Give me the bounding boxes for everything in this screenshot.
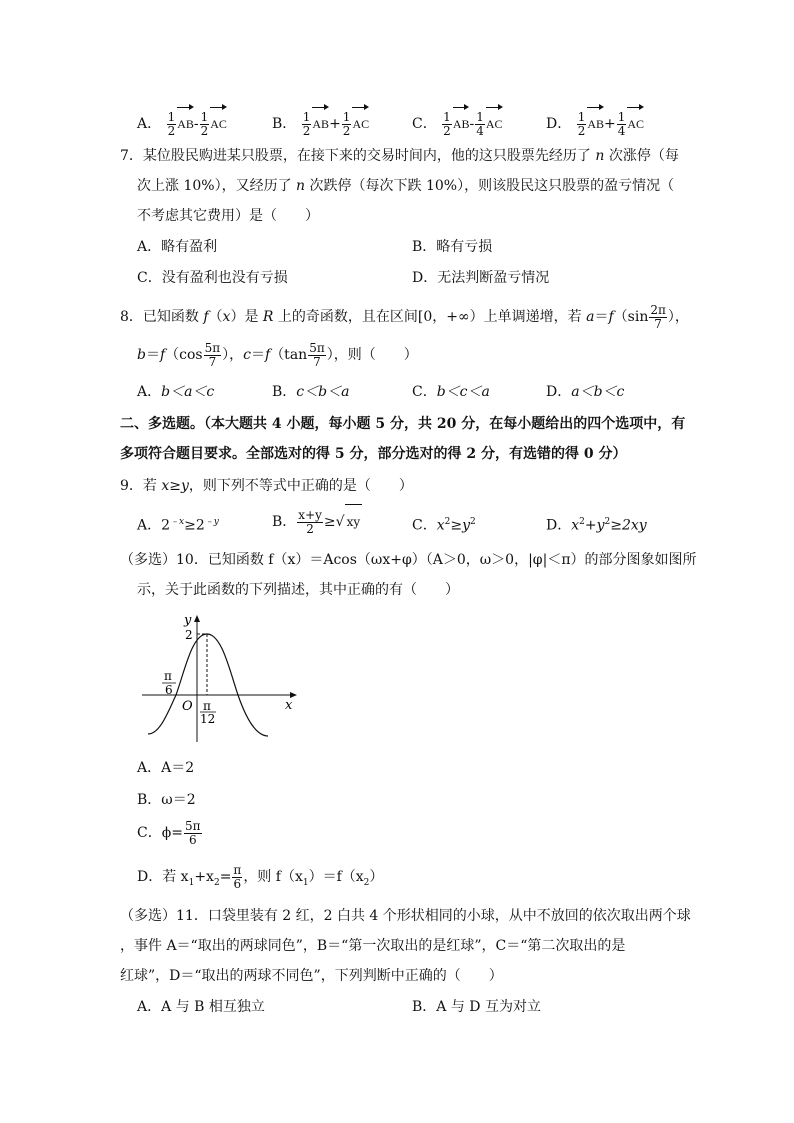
q7-stem-line2: 次上涨 10%），又经历了 n 次跌停（每次下跌 10%），则该股民这只股票的盈亏情况（ <box>137 178 675 194</box>
graph-x-label: x <box>285 698 293 713</box>
graph-y-arrow <box>194 615 200 622</box>
q6-options <box>137 104 227 138</box>
q7-option-b: B．略有亏损 <box>412 239 493 255</box>
graph-left-num: π <box>164 669 172 683</box>
graph-right-den: 12 <box>200 712 216 726</box>
q10-option-b: B．ω＝2 <box>137 792 196 808</box>
graph-left-den: 6 <box>165 683 173 697</box>
q6-option-c: C． $\frac{1}{2}$ AB- $\frac{1}{4}$ AC <box>412 104 503 134</box>
section2-header-line2: 多项符合题目要求。全部选对的得 5 分，部分选对的得 2 分，有选错的得 0 分） <box>120 446 627 462</box>
q7-stem-line1: 7．某位股民购进某只股票，在接下来的交易时间内，他的这只股票先经历了 n 次涨停（每 <box>120 148 679 164</box>
q8-option-d: D．a＜b＜c <box>546 384 625 400</box>
q11-stem-line3: 红球”，D＝“取出的两球不同色”，下列判断中正确的（ ） <box>120 968 503 984</box>
graph-max-label: 2 <box>185 628 193 642</box>
q10-stem-line2: 示，关于此函数的下列描述，其中正确的有（ ） <box>137 582 459 598</box>
q9-option-a: A．$2^{﹣x}\ge 2^{﹣y}$ <box>137 517 219 534</box>
q11-stem-line1: （多选）11．口袋里装有 2 红，2 白共 4 个形状相同的小球，从中不放回的依次取出两个球 <box>120 908 691 924</box>
graph-origin-label: O <box>182 699 193 714</box>
q6-option-a: A． $\frac{1}{2}$ AB- $\frac{1}{2}$ AC <box>137 116 227 132</box>
q9-stem: 9．若 x≥y，则下列不等式中正确的是（ ） <box>120 478 413 494</box>
q7-option-c: C．没有盈利也没有亏损 <box>137 270 288 286</box>
q11-option-b: B．A 与 D 互为对立 <box>412 999 541 1015</box>
q11-option-a: A．A 与 B 相互独立 <box>137 999 265 1015</box>
q7-option-d: D．无法判断盈亏情况 <box>412 270 550 286</box>
q7-stem-line3: 不考虑其它费用）是（ ） <box>137 208 319 224</box>
q8-option-b: B．c＜b＜a <box>272 384 350 400</box>
q10-graph <box>140 612 305 744</box>
q8-stem-line1: 8．已知函数 f（x）是 R 上的奇函数，且在区间[0，+∞）上单调递增，若 a＝f（sin $\frac{2\pi}{7}$ ）， <box>120 302 689 331</box>
section2-header-line1: 二、多选题。（本大题共 4 小题，每小题 5 分，共 20 分，在每小题给出的四个选项中，有 <box>120 416 686 432</box>
q9-option-d: D．$x^2+y^2\ge 2xy$ <box>546 517 647 534</box>
q7-option-a: A．略有盈利 <box>137 239 218 255</box>
q10-option-d: D．若 $x_1+x_2=$ $\frac{\pi}{6}$ ，则 $f(x_1)=f(x_2)$ <box>137 862 384 891</box>
q8-option-c: C．b＜c＜a <box>412 384 490 400</box>
q8-option-a: A．b＜a＜c <box>137 384 215 400</box>
q6-option-d: D． $\frac{1}{2}$ AB+ $\frac{1}{4}$ AC <box>546 104 644 134</box>
q9-option-c: C．$x^2\ge y^2$ <box>412 517 476 534</box>
q11-stem-line2: ，事件 A＝“取出的两球同色”，B＝“第一次取出的是红球”，C＝“第二次取出的是 <box>120 938 626 954</box>
q9-option-b: B． $\frac{x+y}{2}$ ≥√ xy <box>272 504 362 538</box>
q10-option-c: C．ϕ= $\frac{5\pi}{6}$ <box>137 818 201 847</box>
q10-stem-line1: （多选）10．已知函数 f（x）＝Acos（ωx+φ）（A＞0，ω＞0，|φ|＜π）的部分图象如图所 <box>120 552 697 568</box>
q8-stem-line2: b＝f（cos $\frac{5\pi}{7}$ ），c＝f（tan $\frac{5\pi}{7}$ ），则（ ） <box>137 340 418 369</box>
q10-option-a: A．A＝2 <box>137 760 195 776</box>
graph-right-num: π <box>203 699 211 713</box>
graph-y-label: y <box>184 613 192 628</box>
q6-option-b: B． $\frac{1}{2}$ AB+ $\frac{1}{2}$ AC <box>272 104 369 134</box>
